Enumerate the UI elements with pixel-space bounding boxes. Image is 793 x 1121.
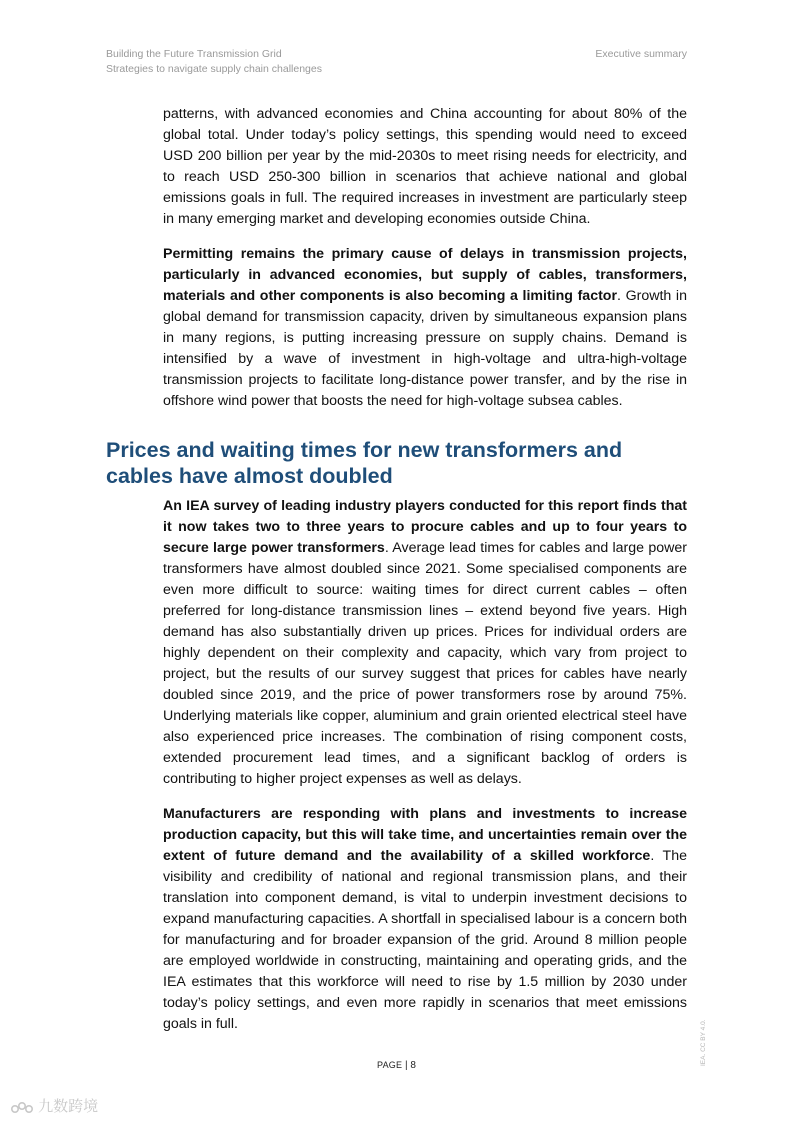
paragraph-lead-bold: An IEA survey of leading industry players conducted for this report finds that it now takes two to three years to procure cables and up to four years to secure large power transformers [163, 498, 687, 556]
watermark [10, 1095, 98, 1116]
paragraph-text: . The visibility and credibility of national and regional transmission plans, and their translation into component demand, is vital to underpin investment decisions to expand manufacturing capacities. A shortfall in specialised labour is a concern both for manufacturing and for broader expansion of the grid. Around 8 million people are employed worldwide in constructing, maintaining and operating grids, and the IEA estimates that this workforce will need to rise by 1.5 million by 2030 under today’s policy settings, and even more rapidly in scenarios that meet emissions goals in full. [163, 848, 687, 1032]
paragraph-survey [163, 496, 687, 790]
header-title-line-2: Strategies to navigate supply chain challenges [106, 63, 322, 75]
paragraph-text: patterns, with advanced economies and China accounting for about 80% of the global total. Under today’s policy settings, this spending would need to exceed USD 200 billion per year by the mid-2030s to meet rising needs for electricity, and to reach USD 250-300 billion in scenarios that achieve national and global emissions goals in full. The required increases in investment are particularly steep in many emerging market and developing economies outside China. [163, 106, 687, 227]
header-title-line-1: Building the Future Transmission Grid [106, 48, 282, 60]
paragraph-text: . Average lead times for cables and large power transformers have almost doubled since 2021. Some specialised components are even more difficult to source: waiting times for direct current cables – often preferred for long-distance transmission lines – extend beyond five years. High demand has also substantially driven up prices. Prices for individual orders are highly dependent on their complexity and capacity, which vary from project to project, but the results of our survey suggest that prices for cables have nearly doubled since 2019, and the price of power transformers rose by around 75%. Underlying materials like copper, aluminium and grain oriented electrical steel have also experienced price increases. The combination of rising component costs, extended procurement lead times, and a significant backlog of orders is contributing to higher project expenses as well as delays. [163, 540, 687, 787]
section-heading: Prices and waiting times for new transformers and cables have almost doubled [106, 438, 623, 488]
license-note: IEA. CC BY 4.0. [700, 1019, 707, 1066]
running-header-section: Executive summary [595, 48, 687, 60]
paragraph-permitting [163, 244, 687, 412]
running-header-title [106, 47, 322, 77]
page-number: 8 [410, 1060, 416, 1071]
paragraph-lead-bold: Permitting remains the primary cause of delays in transmission projects, particularly in advanced economies, but supply of cables, transformers, materials and other components is also becoming a limiting factor [163, 246, 687, 304]
paragraph-text: . Growth in global demand for transmission capacity, driven by simultaneous expansion plans in many regions, is putting increasing pressure on supply chains. Demand is intensified by a wave of investment in high-voltage and ultra-high-voltage transmission projects to facilitate long-distance power transfer, and by the rise in offshore wind power that boosts the need for high-voltage subsea cables. [163, 288, 687, 409]
page-separator: | [404, 1060, 408, 1071]
paragraph-manufacturers [163, 804, 687, 1035]
watermark-text: 九数跨境 [38, 1098, 99, 1115]
paragraph-investment [163, 104, 687, 230]
page-number-footer [0, 1060, 793, 1071]
page-label: PAGE [377, 1060, 403, 1070]
paragraph-lead-bold: Manufacturers are responding with plans and investments to increase production capacity, but this will take time, and uncertainties remain over the extent of future demand and the availability of a skilled workforce [163, 806, 687, 864]
brand-logo-icon [10, 1100, 34, 1114]
